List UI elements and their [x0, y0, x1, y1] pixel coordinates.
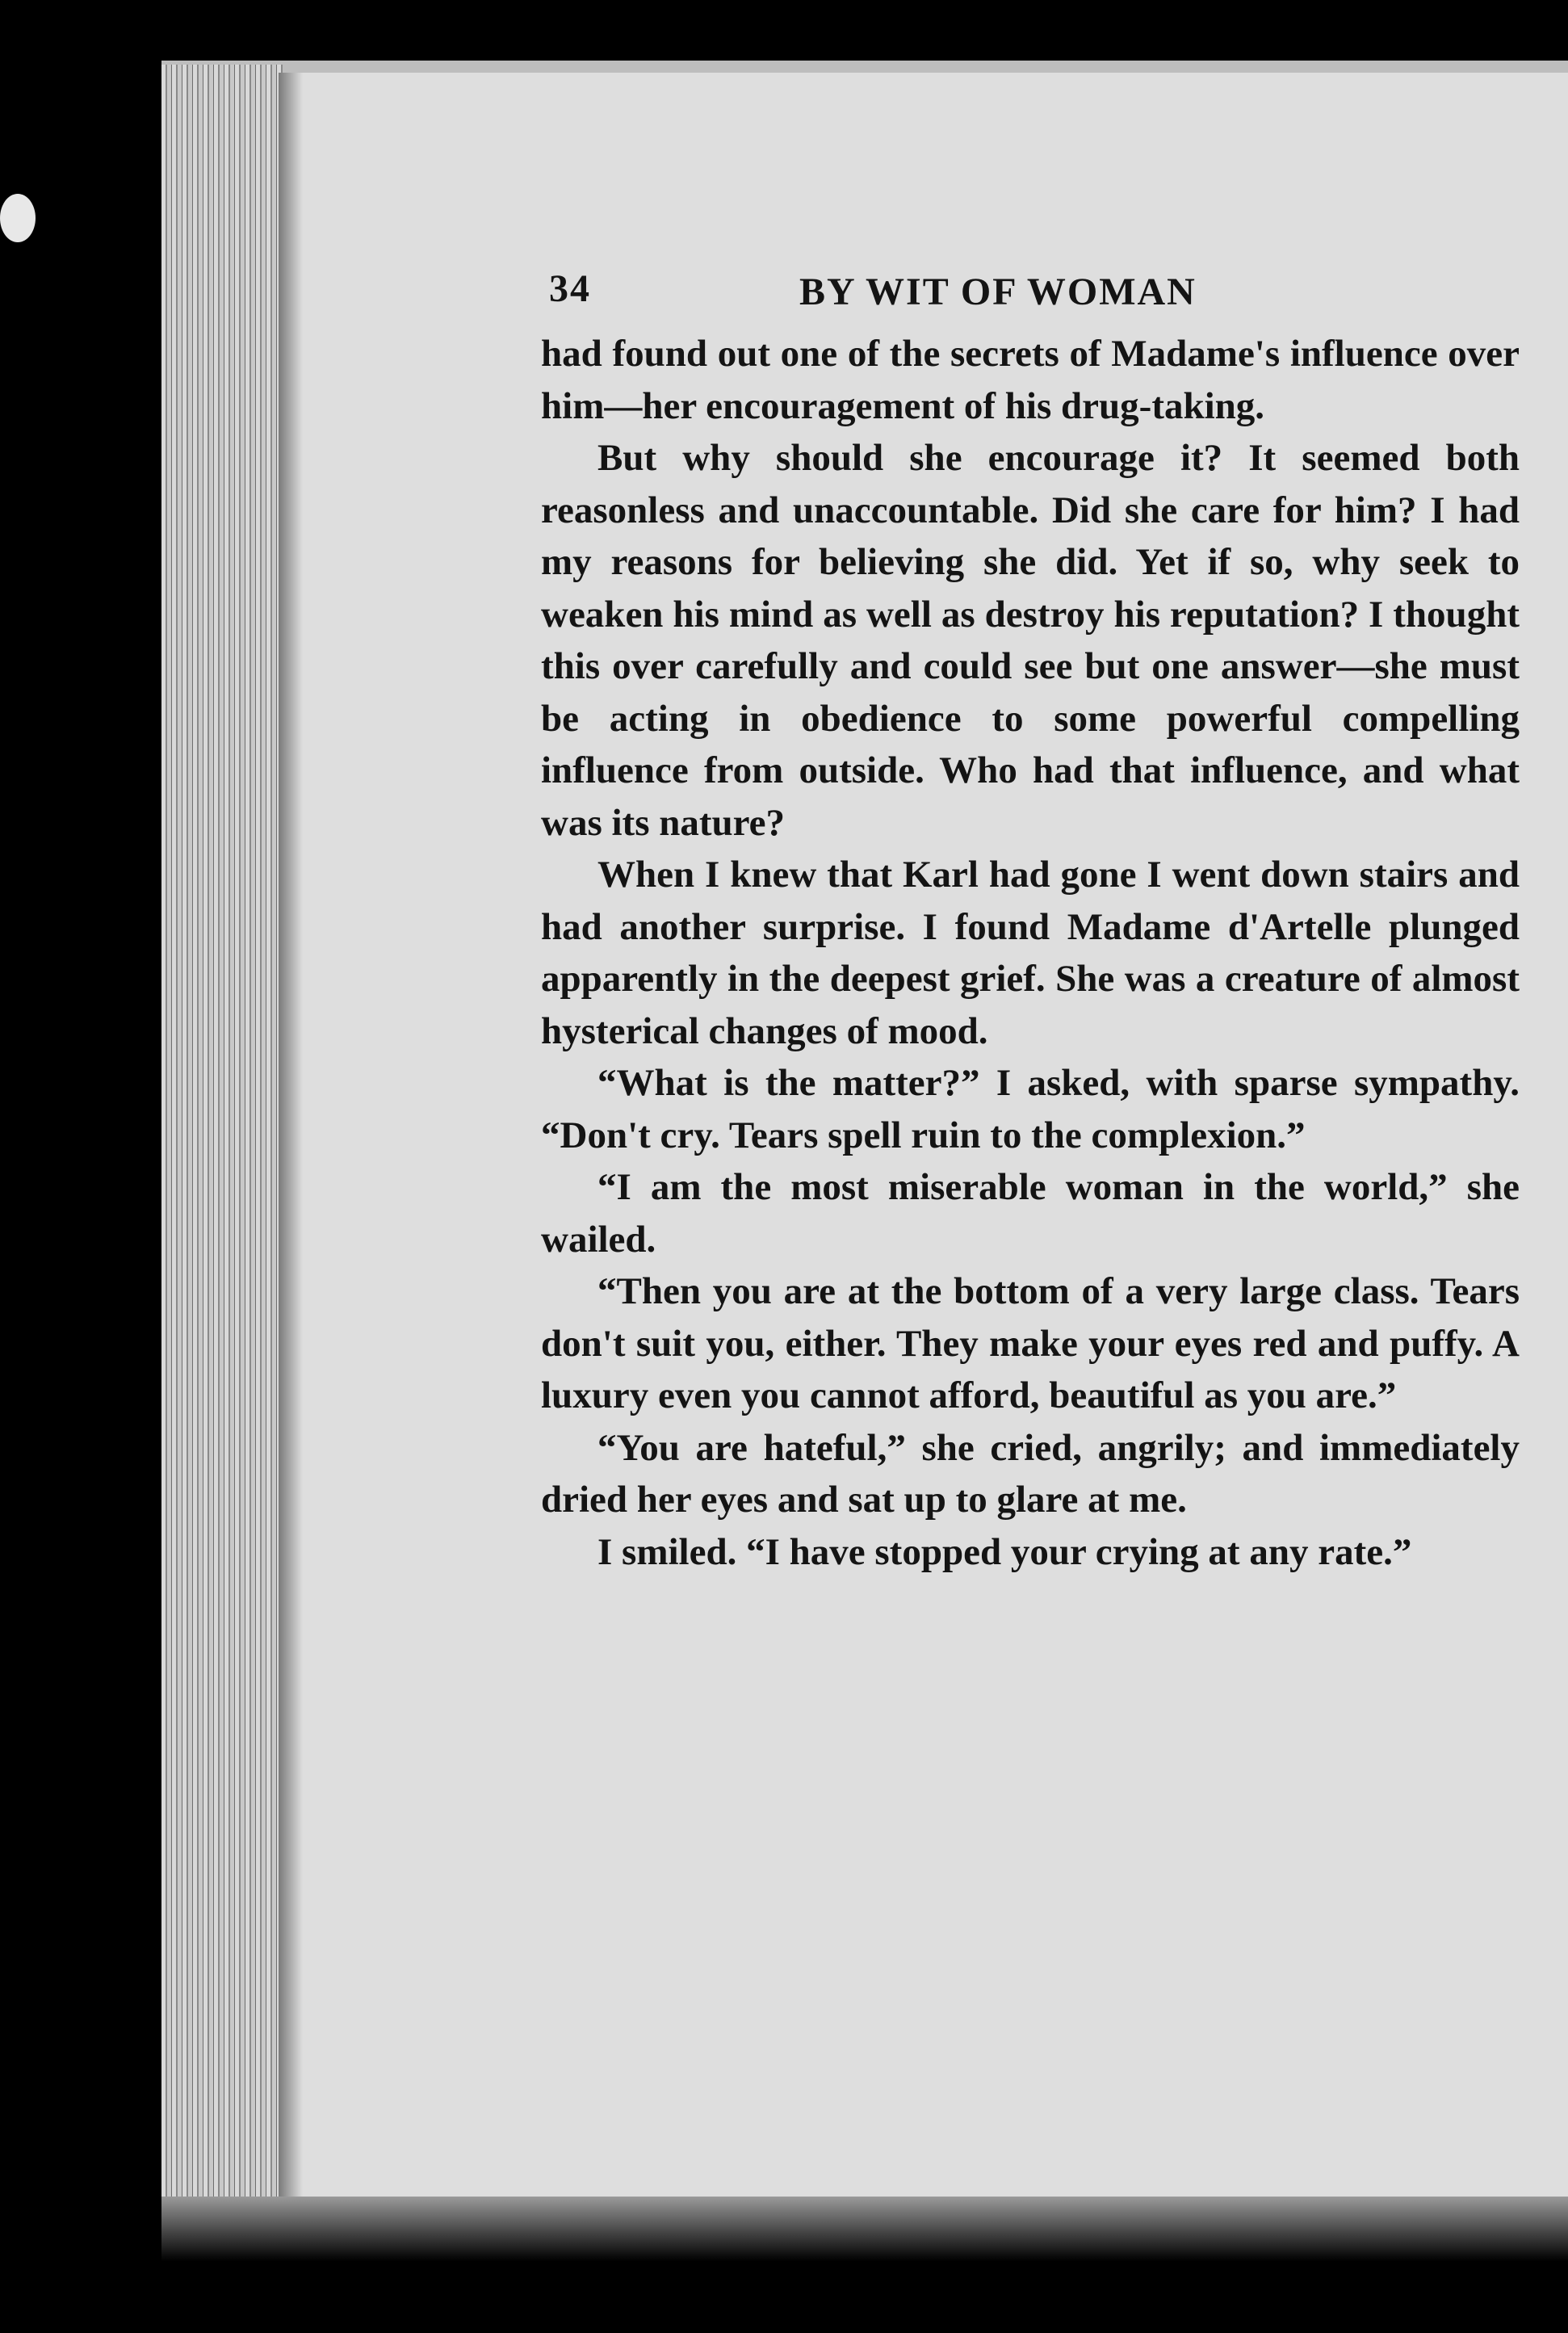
- paragraph-5: “I am the most miserable woman in the world,” she wailed.: [541, 1166, 1520, 1261]
- page-number: 34: [549, 267, 591, 310]
- body-text: [541, 328, 1520, 1578]
- book-title: BY WIT OF WOMAN: [799, 271, 1197, 313]
- paragraph-3: When I knew that Karl had gone I went down stairs and had another surprise. I found Madame d'Artelle plunged apparently in the deepest grief. She was a creature of almost hysterical changes of mood.: [541, 854, 1520, 1052]
- paragraph-1: had found out one of the secrets of Madame's influence over him—her encouragement of his drug-taking.: [541, 333, 1520, 427]
- page-bottom-shadow: [161, 2197, 1568, 2261]
- running-head: [541, 266, 1520, 323]
- paragraph-2: But why should she encourage it? It seemed both reasonless and unaccountable. Did she care for him? I had my reasons for believing she did. Yet if so, why seek to weaken his mind as well as destroy his reputation? I thought this over carefully and could see but one answer—she must be acting in obedience to some powerful compelling influence from outside. Who had that influence, and what was its nature?: [541, 437, 1520, 844]
- page-text-block: [541, 266, 1520, 1578]
- page-edges: [161, 65, 283, 2197]
- paragraph-8: I smiled. “I have stopped your crying at any rate.”: [597, 1530, 1412, 1573]
- binding-hole: [0, 194, 36, 242]
- paragraph-4: “What is the matter?” I asked, with sparse sympathy. “Don't cry. Tears spell ruin to the complexion.”: [541, 1062, 1520, 1156]
- gutter-shadow: [279, 73, 303, 2213]
- paragraph-7: “You are hateful,” she cried, angrily; and immediately dried her eyes and sat up to glare at me.: [541, 1426, 1520, 1521]
- paragraph-6: “Then you are at the bottom of a very large class. Tears don't suit you, either. They make your eyes red and puffy. A luxury even you cannot afford, beautiful as you are.”: [541, 1270, 1520, 1416]
